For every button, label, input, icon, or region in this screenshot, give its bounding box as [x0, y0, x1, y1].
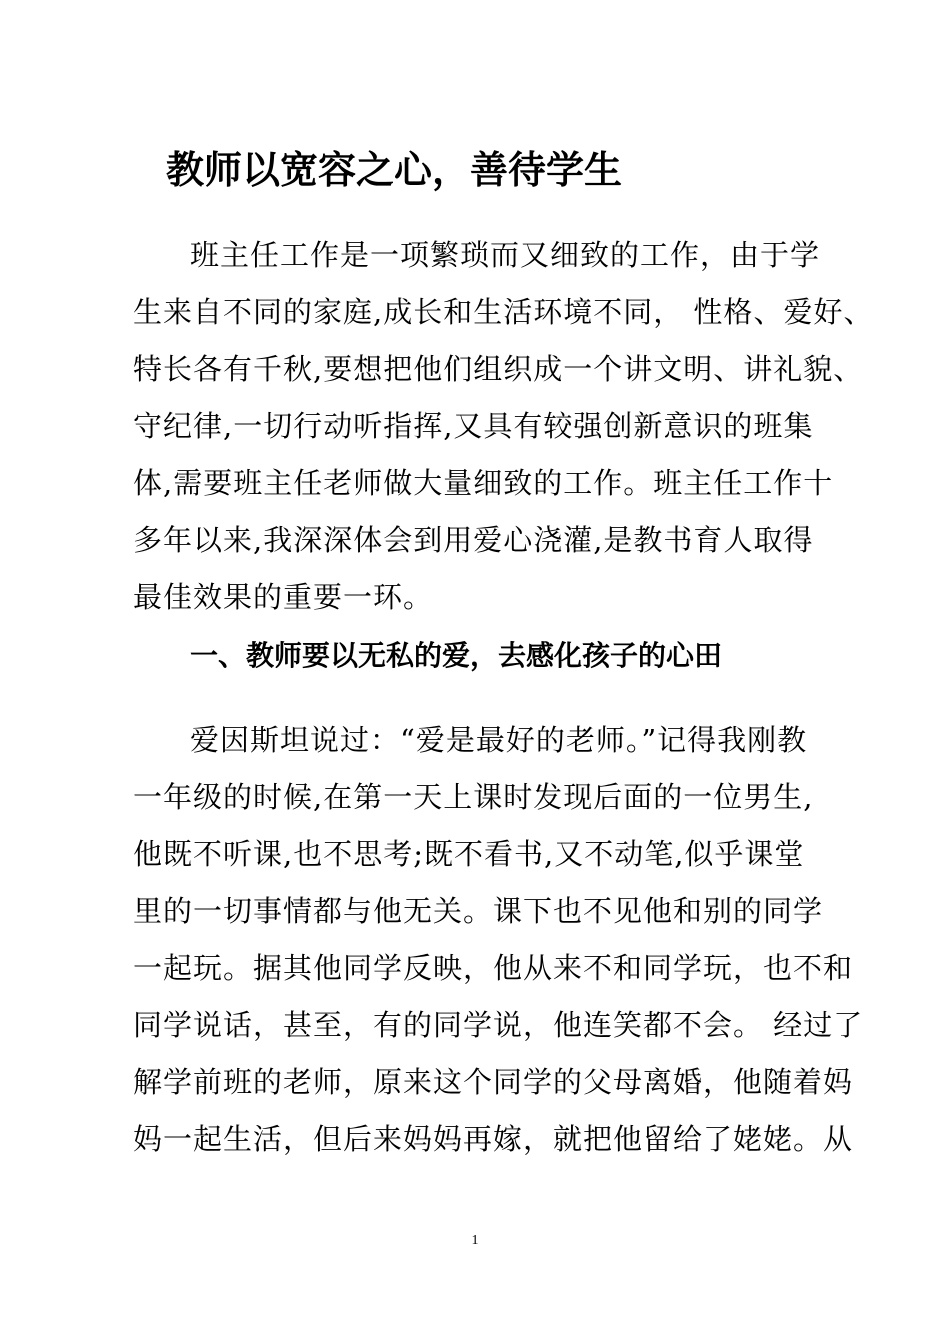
paragraph-2-line: 一年级的时候,在第一天上课时发现后面的一位男生, [133, 780, 814, 814]
section-heading: 一、教师要以无私的爱，去感化孩子的心田 [190, 639, 723, 672]
paragraph-1-line: 多年以来,我深深体会到用爱心浇灌,是教书育人取得 [133, 523, 814, 557]
paragraph-1-line: 体,需要班主任老师做大量细致的工作。班主任工作十 [133, 466, 834, 500]
paragraph-2-line: 解学前班的老师，原来这个同学的父母离婚，他随着妈 [133, 1065, 854, 1099]
page-number: 1 [471, 1233, 479, 1248]
paragraph-1-line: 守纪律,一切行动听指挥,又具有较强创新意识的班集 [133, 409, 814, 443]
paragraph-2-line: 同学说话，甚至，有的同学说，他连笑都不会。 经过了 [133, 1008, 864, 1042]
paragraph-1-line: 最佳效果的重要一环。 [133, 580, 434, 614]
paragraph-2-line: 爱因斯坦说过：“爱是最好的老师。”记得我刚教 [190, 723, 808, 757]
paragraph-1-line: 特长各有千秋,要想把他们组织成一个讲文明、讲礼貌、 [133, 352, 864, 386]
paragraph-2-line: 里的一切事情都与他无关。课下也不见他和别的同学 [133, 894, 824, 928]
document-title: 教师以宽容之心，善待学生 [166, 148, 623, 192]
paragraph-2-line: 妈一起生活，但后来妈妈再嫁，就把他留给了姥姥。从 [133, 1122, 854, 1156]
paragraph-2-line: 他既不听课,也不思考;既不看书,又不动笔,似乎课堂 [133, 837, 805, 871]
paragraph-1-line: 生来自不同的家庭,成长和生活环境不同， 性格、爱好、 [133, 295, 874, 329]
paragraph-1-line: 班主任工作是一项繁琐而又细致的工作，由于学 [190, 238, 821, 272]
paragraph-2-line: 一起玩。据其他同学反映，他从来不和同学玩，也不和 [133, 951, 854, 985]
